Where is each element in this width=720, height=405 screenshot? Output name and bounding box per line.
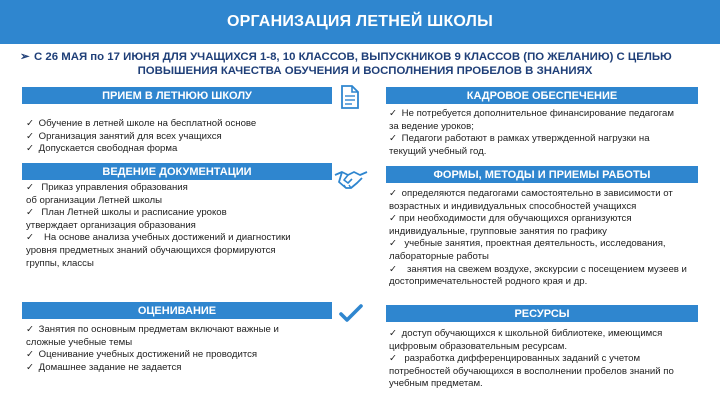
check-icon: ✓ — [389, 328, 398, 339]
check-icon: ✓ — [26, 361, 35, 373]
list-item: ✓ разработка дифференцированных заданий с учетом — [389, 353, 641, 365]
resources-header: РЕСУРСЫ — [386, 305, 698, 322]
list-item: ✓ занятия на свежем воздухе, экскурсии с посещением музеев и — [389, 263, 687, 275]
list-item: ✓ Приказ управления образования — [26, 182, 188, 193]
check-icon: ✓ — [26, 207, 35, 219]
list-item: ✓ определяются педагогами самостоятельно в зависимости от — [389, 188, 673, 199]
assessment-header: ОЦЕНИВАНИЕ — [22, 302, 332, 319]
list-item: за ведение уроков; — [389, 120, 474, 132]
list-item: достопримечательностей родного края и др. — [389, 276, 588, 288]
list-item: ✓ Организация занятий для всех учащихся — [26, 130, 222, 142]
methods-header: ФОРМЫ, МЕТОДЫ И ПРИЕМЫ РАБОТЫ — [386, 166, 698, 183]
list-item: ✓ доступ обучающихся к школьной библиотеке, имеющимся — [389, 328, 663, 339]
list-item: учебным предметам. — [389, 378, 483, 390]
resources-list — [389, 328, 674, 391]
documentation-header: ВЕДЕНИЕ ДОКУМЕНТАЦИИ — [22, 163, 332, 180]
list-item: ✓ Не потребуется дополнительное финансирование педагогам — [389, 108, 674, 119]
arrow-bullet-icon: ➢ — [20, 51, 30, 63]
intro-line-1: С 26 МАЯ по 17 ИЮНЯ ДЛЯ УЧАЩИХСЯ 1-8, 10 КЛАССОВ, ВЫПУСКНИКОВ 9 КЛАССОВ (ПО ЖЕЛАНИЮ) С ЦЕЛЬЮ — [34, 51, 672, 63]
check-icon: ✓ — [389, 133, 398, 145]
list-item: об организации Летней школы — [26, 194, 163, 206]
list-item: утверждает организация образования — [26, 219, 196, 231]
page-title: ОРГАНИЗАЦИЯ ЛЕТНЕЙ ШКОЛЫ — [227, 13, 493, 30]
list-item: ✓ при необходимости для обучающихся организуются — [389, 213, 632, 225]
check-icon: ✓ — [389, 108, 398, 119]
check-icon: ✓ — [389, 238, 398, 250]
staffing-list — [389, 108, 674, 158]
check-icon: ✓ — [26, 232, 35, 244]
list-item: группы, классы — [26, 257, 94, 269]
check-icon: ✓ — [26, 130, 35, 142]
checkmark-icon — [339, 303, 363, 323]
list-item: лабораторные работы — [389, 250, 489, 262]
list-item: ✓ Оценивание учебных достижений не проводится — [26, 349, 258, 361]
list-item: ✓ Педагоги работают в рамках утвержденной нагрузки на — [389, 133, 650, 145]
staffing-header: КАДРОВОЕ ОБЕСПЕЧЕНИЕ — [386, 87, 698, 104]
intro-line-2: ПОВЫШЕНИЯ КАЧЕСТВА ОБУЧЕНИЯ И ВОСПОЛНЕНИЯ ПРОБЕЛОВ В ЗНАНИЯХ — [137, 65, 593, 77]
list-item: текущий учебный год. — [389, 145, 487, 157]
assessment-list — [26, 324, 279, 374]
list-item: сложные учебные темы — [26, 336, 133, 348]
list-item: уровня предметных знаний обучающихся формируются — [26, 244, 276, 256]
admission-list — [26, 118, 256, 156]
title-banner — [0, 0, 720, 44]
check-icon: ✓ — [26, 118, 35, 129]
list-item: ✓ Обучение в летней школе на бесплатной основе — [26, 118, 257, 129]
list-item: ✓ План Летней школы и расписание уроков — [26, 207, 227, 219]
list-item: ✓ На основе анализа учебных достижений и диагностики — [26, 232, 291, 244]
check-icon: ✓ — [26, 182, 35, 193]
check-icon: ✓ — [389, 213, 398, 225]
list-item: ✓ Домашнее задание не задается — [26, 361, 182, 373]
list-item: ✓ учебные занятия, проектная деятельность, исследования, — [389, 238, 666, 250]
list-item: цифровым образовательным ресурсам. — [389, 340, 568, 352]
admission-header: ПРИЕМ В ЛЕТНЮЮ ШКОЛУ — [22, 87, 332, 104]
list-item: индивидуальные, групповые занятия по графику — [389, 225, 607, 237]
handshake-icon — [333, 166, 369, 192]
check-icon: ✓ — [26, 324, 35, 335]
documentation-list — [26, 182, 291, 270]
list-item: возрастных и индивидуальных способностей учащихся — [389, 200, 637, 212]
list-item: ✓ Допускается свободная форма — [26, 143, 178, 155]
intro-statement — [20, 50, 710, 78]
check-icon: ✓ — [389, 263, 398, 275]
check-icon: ✓ — [389, 188, 398, 199]
check-icon: ✓ — [389, 353, 398, 365]
check-icon: ✓ — [26, 143, 35, 155]
list-item: потребностей обучающихся в восполнении пробелов знаний по — [389, 365, 674, 377]
methods-list — [389, 188, 687, 289]
document-icon — [337, 83, 363, 111]
check-icon: ✓ — [26, 349, 35, 361]
list-item: ✓ Занятия по основным предметам включают важные и — [26, 324, 279, 335]
